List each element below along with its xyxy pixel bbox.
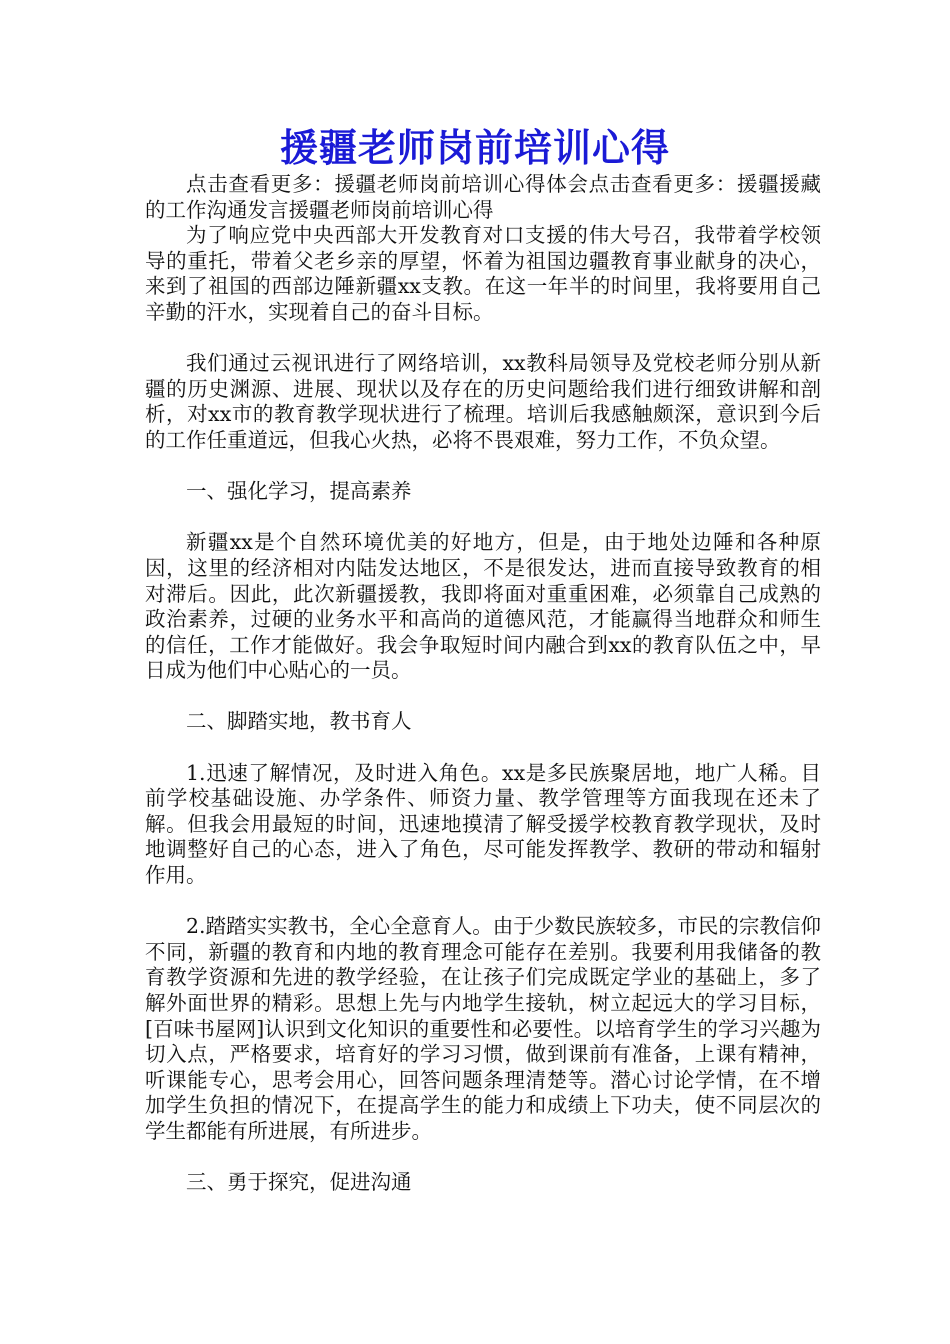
body-paragraph: 为了响应党中央西部大开发教育对口支援的伟大号召，我带着学校领导的重托，带着父老乡亲的厚望，怀着为祖国边疆教育事业献身的决心，来到了祖国的西部边陲新疆xx支教。在这一年半的时间里，我将要用自己辛勤的汗水，实现着自己的奋斗目标。 [145, 223, 821, 324]
body-paragraph: 2.踏踏实实教书，全心全意育人。由于少数民族较多，市民的宗教信仰不同，新疆的教育和内地的教育理念可能存在差别。我要利用我储备的教育教学资源和先进的教学经验，在让孩子们完成既定学业的基础上，多了解外面世界的精彩。思想上先与内地学生接轨，树立起远大的学习目标，[百味书屋网]认识到文化知识的重要性和必要性。以培育学生的学习兴趣为切入点，严格要求，培育好的学习习惯，做到课前有准备，上课有精神，听课能专心，思考会用心，回答问题条理清楚等。潜心讨论学情，在不增加学生负担的情况下，在提高学生的能力和成绩上下功夫，使不同层次的学生都能有所进展，有所进步。 [145, 914, 821, 1143]
body-paragraph: 新疆xx是个自然环境优美的好地方，但是，由于地处边陲和各种原因，这里的经济相对内陆发达地区，不是很发达，进而直接导致教育的相对滞后。因此，此次新疆援教，我即将面对重重困难，必须靠自己成熟的政治素养，过硬的业务水平和高尚的道德风范，才能赢得当地群众和师生的信任，工作才能做好。我会争取短时间内融合到xx的教育队伍之中，早日成为他们中心贴心的一员。 [145, 530, 821, 683]
section-heading: 二、脚踏实地，教书育人 [186, 709, 412, 734]
section-heading: 一、强化学习，提高素养 [186, 479, 412, 504]
body-paragraph: 1.迅速了解情况，及时进入角色。xx是多民族聚居地，地广人稀。目前学校基础设施、办学条件、师资力量、教学管理等方面我现在还未了解。但我会用最短的时间，迅速地摸清了解受援学校教育教学现状，及时地调整好自己的心态，进入了角色，尽可能发挥教学、教研的带动和辐射作用。 [145, 760, 821, 888]
body-paragraph: 我们通过云视讯进行了网络培训，xx教科局领导及党校老师分别从新疆的历史渊源、进展、现状以及存在的历史问题给我们进行细致讲解和剖析，对xx市的教育教学现状进行了梳理。培训后我感触颇深，意识到今后的工作任重道远，但我心火热，必将不畏艰难，努力工作，不负众望。 [145, 351, 821, 452]
section-heading: 三、勇于探究，促进沟通 [186, 1170, 412, 1195]
intro-links-paragraph: 点击查看更多：援疆老师岗前培训心得体会点击查看更多：援疆援藏的工作沟通发言援疆老师岗前培训心得 [145, 172, 821, 222]
document-body [145, 172, 821, 1196]
document-title: 援疆老师岗前培训心得 [279, 125, 670, 170]
